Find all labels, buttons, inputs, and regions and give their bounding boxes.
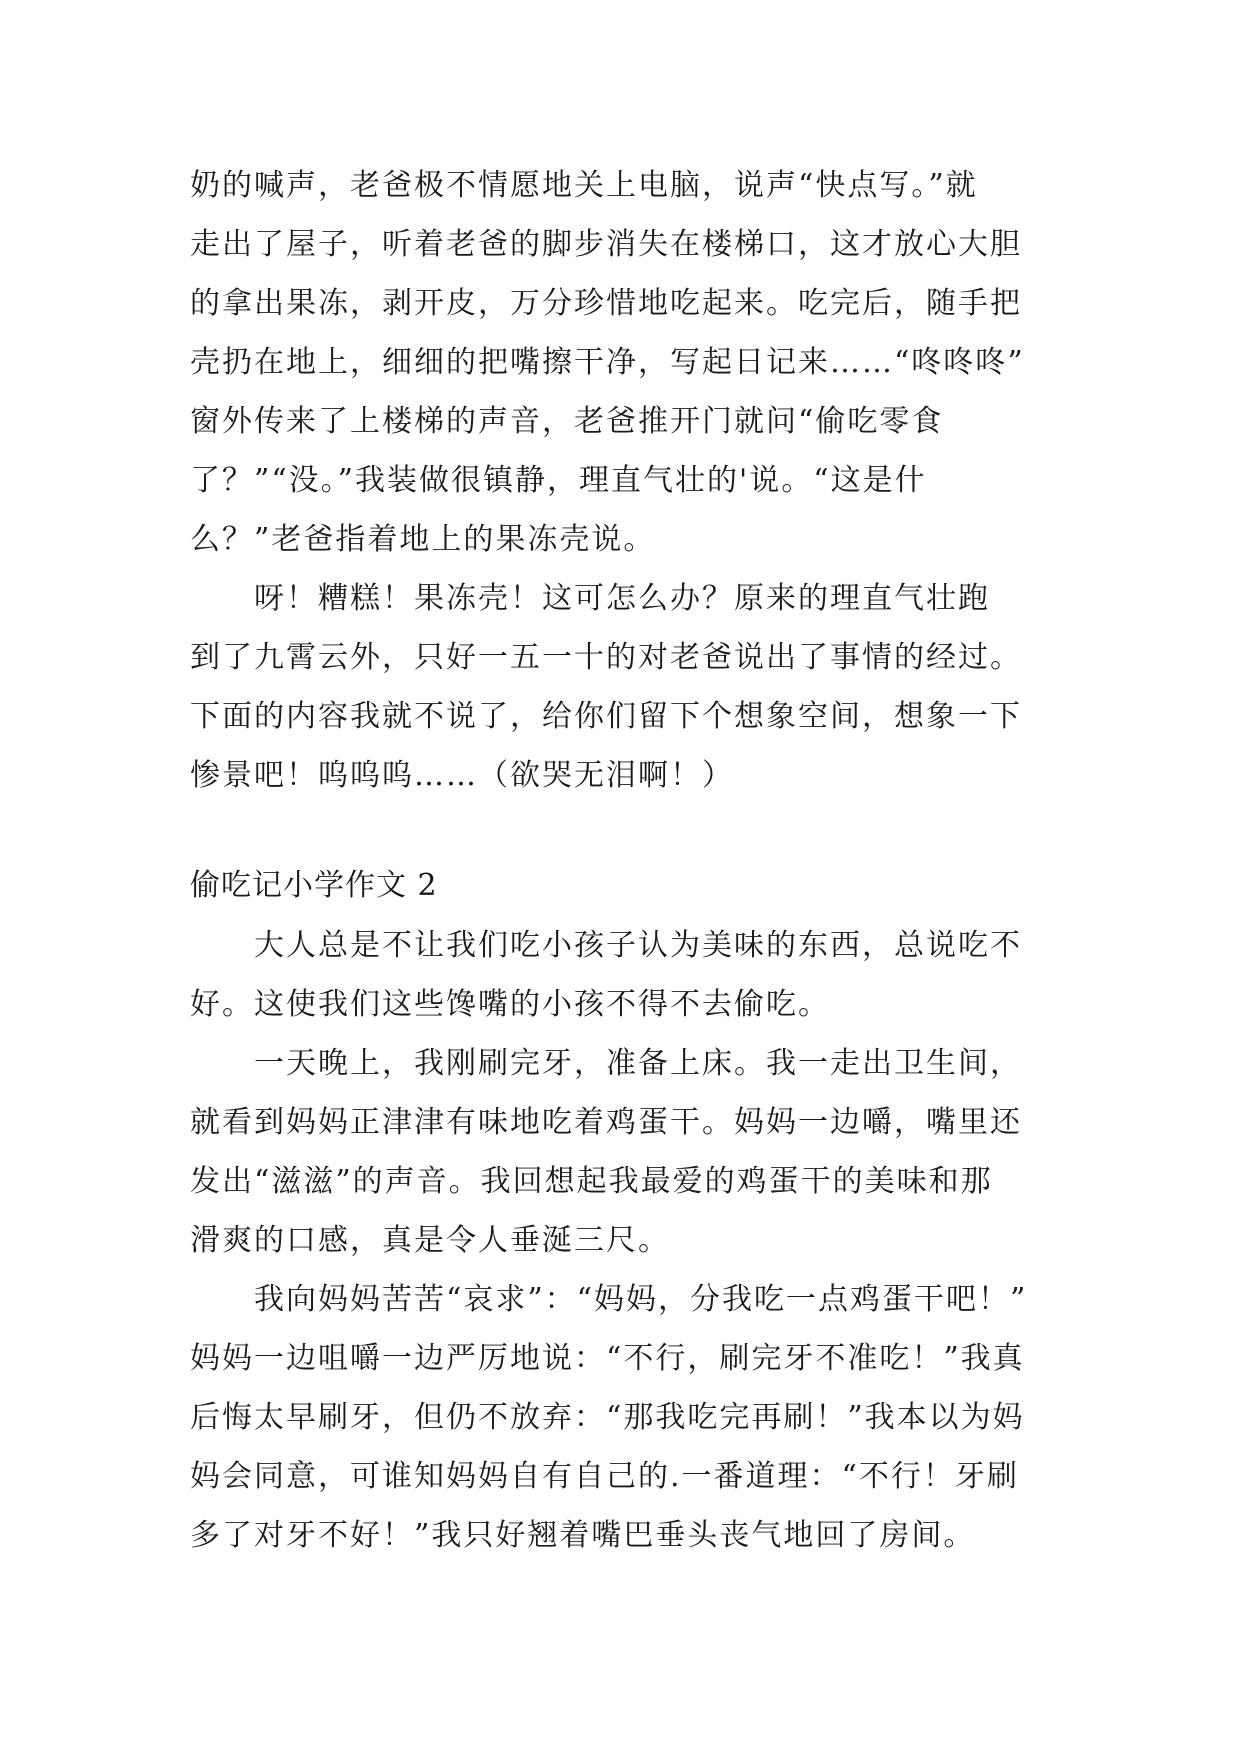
text-line: 走出了屋子，听着老爸的脚步消失在楼梯口，这才放心大胆 <box>190 227 1022 262</box>
story-continuation <box>190 156 1085 805</box>
text-line: 奶的喊声，老爸极不情愿地关上电脑，说声“快点写。”就 <box>190 168 978 203</box>
text-line: 惨景吧！呜呜呜……（欲哭无泪啊！） <box>190 758 734 793</box>
text-line: 后悔太早刷牙，但仍不放弃：“那我吃完再刷！”我本以为妈 <box>190 1400 1025 1435</box>
text-line: 窗外传来了上楼梯的声音，老爸推开门就问“偷吃零食 <box>190 404 944 439</box>
text-line: 就看到妈妈正津津有味地吃着鸡蛋干。妈妈一边嚼，嘴里还 <box>190 1105 1022 1140</box>
essay-body <box>190 916 1085 1565</box>
text-line: 滑爽的口感，真是令人垂涎三尺。 <box>190 1223 670 1258</box>
text-line: 的拿出果冻，剥开皮，万分珍惜地吃起来。吃完后，随手把 <box>190 286 1022 321</box>
text-line: 多了对牙不好！”我只好翘着嘴巴垂头丧气地回了房间。 <box>190 1518 976 1553</box>
text-line: 了？”“没。”我装做很镇静，理直气壮的'说。“这是什 <box>190 463 927 498</box>
text-line: 发出“滋滋”的声音。我回想起我最爱的鸡蛋干的美味和那 <box>190 1164 993 1199</box>
text-line: 一天晚上，我刚刷完牙，准备上床。我一走出卫生间， <box>254 1046 1022 1081</box>
text-line: 壳扔在地上，细细的把嘴擦干净，写起日记来……“咚咚咚” <box>190 345 1025 380</box>
text-line: 到了九霄云外，只好一五一十的对老爸说出了事情的经过。 <box>190 640 1022 675</box>
text-line: 下面的内容我就不说了，给你们留下个想象空间，想象一下 <box>190 699 1022 734</box>
text-line: 妈妈一边咀嚼一边严厉地说：“不行，刷完牙不准吃！”我真 <box>190 1341 1025 1376</box>
text-line: 好。这使我们这些馋嘴的小孩不得不去偷吃。 <box>190 987 830 1022</box>
section-title: 偷吃记小学作文 2 <box>190 868 438 903</box>
text-line: 我向妈妈苦苦“哀求”：“妈妈，分我吃一点鸡蛋干吧！” <box>254 1282 1028 1317</box>
text-line: 么？”老爸指着地上的果冻壳说。 <box>190 522 656 557</box>
text-line: 妈会同意，可谁知妈妈自有自己的.一番道理：“不行！牙刷 <box>190 1459 1019 1494</box>
text-line: 呀！糟糕！果冻壳！这可怎么办？原来的理直气壮跑 <box>254 581 990 616</box>
text-line: 大人总是不让我们吃小孩子认为美味的东西，总说吃不 <box>254 928 1022 963</box>
